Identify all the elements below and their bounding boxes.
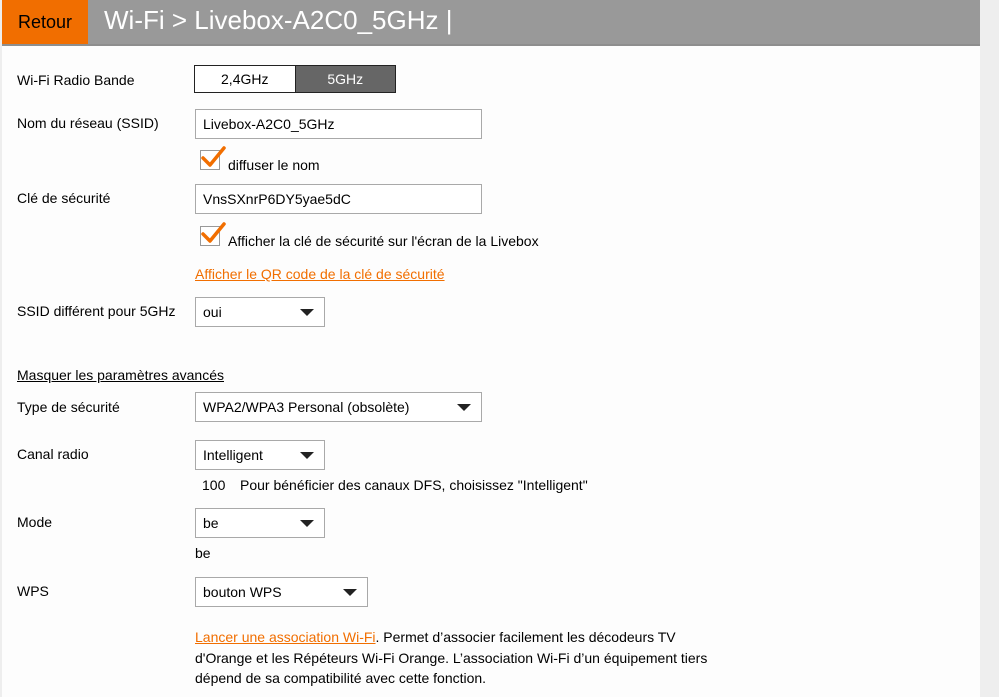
security-type-value: WPA2/WPA3 Personal (obsolète) bbox=[203, 399, 410, 415]
wps-description-text: . Permet d’associer facilement les décodeurs TV d'Orange et les Répéteurs Wi-Fi Orange. L’association Wi-Fi d’un équipement tiers dépend de sa compatibilité avec cette fonction. bbox=[195, 629, 708, 686]
chevron-down-icon bbox=[300, 520, 314, 527]
radio-channel-select[interactable] bbox=[195, 440, 325, 470]
security-key-label: Clé de sécurité bbox=[17, 190, 111, 206]
chevron-down-icon bbox=[300, 452, 314, 459]
different-ssid-label: SSID différent pour 5GHz bbox=[17, 303, 176, 319]
wps-description bbox=[195, 627, 735, 689]
ssid-label: Nom du réseau (SSID) bbox=[17, 115, 159, 131]
different-ssid-select[interactable] bbox=[195, 297, 325, 327]
different-ssid-value: oui bbox=[203, 304, 222, 320]
broadcast-name-label: diffuser le nom bbox=[228, 157, 320, 173]
radio-band-label: Wi-Fi Radio Bande bbox=[17, 72, 135, 88]
chevron-down-icon bbox=[300, 309, 314, 316]
radio-channel-label: Canal radio bbox=[17, 446, 89, 462]
wps-select[interactable] bbox=[195, 577, 368, 607]
band-option-5ghz[interactable]: 5GHz bbox=[296, 66, 396, 92]
security-key-input[interactable] bbox=[195, 184, 482, 214]
show-key-on-screen-label: Afficher la clé de sécurité sur l'écran de la Livebox bbox=[228, 233, 539, 249]
scrollbar-track[interactable] bbox=[980, 0, 999, 697]
start-wifi-association-link[interactable]: Lancer une association Wi-Fi bbox=[195, 629, 376, 645]
checkmark-icon bbox=[200, 145, 226, 169]
checkmark-icon bbox=[200, 221, 226, 245]
security-type-select[interactable] bbox=[195, 392, 482, 422]
current-mode: be bbox=[195, 545, 211, 561]
page-title: Wi-Fi > Livebox-A2C0_5GHz | bbox=[104, 5, 453, 35]
show-qr-code-link[interactable]: Afficher le QR code de la clé de sécurité bbox=[195, 266, 445, 282]
radio-channel-value: Intelligent bbox=[203, 447, 263, 463]
chevron-down-icon bbox=[343, 589, 357, 596]
chevron-down-icon bbox=[457, 404, 471, 411]
security-type-label: Type de sécurité bbox=[17, 399, 120, 415]
hide-advanced-settings-link[interactable]: Masquer les paramètres avancés bbox=[17, 367, 224, 383]
channel-hint: Pour bénéficier des canaux DFS, choisissez "Intelligent" bbox=[240, 477, 588, 493]
wifi-settings-panel bbox=[2, 0, 980, 697]
broadcast-name-checkbox[interactable] bbox=[200, 150, 220, 170]
show-key-on-screen-checkbox[interactable] bbox=[200, 226, 220, 246]
wps-label: WPS bbox=[17, 583, 49, 599]
radio-band-toggle bbox=[194, 65, 396, 93]
mode-label: Mode bbox=[17, 514, 53, 530]
ssid-input[interactable] bbox=[195, 109, 482, 139]
ssid-value: Livebox-A2C0_5GHz bbox=[203, 116, 335, 132]
wps-value: bouton WPS bbox=[203, 584, 282, 600]
current-channel: 100 bbox=[202, 477, 226, 493]
security-key-value: VnsSXnrP6DY5yae5dC bbox=[203, 191, 351, 207]
band-option-2-4ghz[interactable]: 2,4GHz bbox=[195, 66, 296, 92]
mode-value: be bbox=[203, 515, 219, 531]
mode-select[interactable] bbox=[195, 508, 325, 538]
back-button[interactable]: Retour bbox=[2, 0, 88, 44]
page-header bbox=[2, 0, 980, 46]
